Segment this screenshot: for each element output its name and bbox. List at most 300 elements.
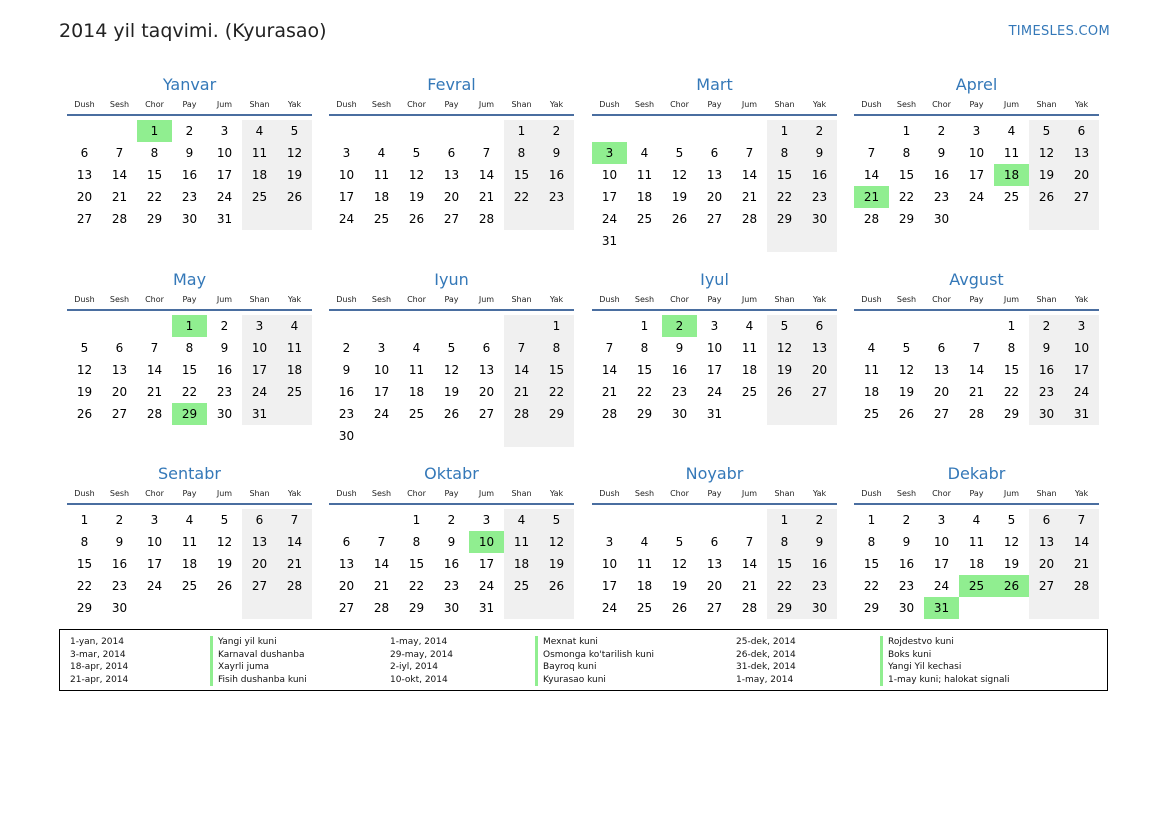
day-cell: 3 xyxy=(242,315,277,337)
day-cell: 6 xyxy=(447,146,456,160)
day-cell: 5 xyxy=(277,120,312,142)
day-cell: 3 xyxy=(377,341,386,355)
day-cell: 24 xyxy=(601,601,618,615)
day-cell: 22 xyxy=(408,579,425,593)
day-cell: 6 xyxy=(710,535,719,549)
legend-date: 2-iyl, 2014 xyxy=(390,662,438,672)
day-cell: 16 xyxy=(933,168,950,182)
day-cell: 8 xyxy=(1007,341,1016,355)
day-cell: 17 xyxy=(373,385,390,399)
weekday-label: Chor xyxy=(932,489,951,498)
day-cell: 24 xyxy=(146,579,163,593)
day-empty xyxy=(732,403,767,425)
day-cell: 26 xyxy=(76,407,93,421)
weekday-label: Shan xyxy=(1036,100,1057,109)
day-cell: 13 xyxy=(443,168,460,182)
day-cell: 3 xyxy=(482,513,491,527)
legend-holiday-name: Bayroq kuni xyxy=(535,661,654,674)
day-empty xyxy=(102,120,137,142)
weekday-label: Pay xyxy=(707,295,722,304)
weekday-label: Chor xyxy=(407,100,426,109)
day-cell: 5 xyxy=(412,146,421,160)
day-cell: 10 xyxy=(146,535,163,549)
day-cell: 2 xyxy=(447,513,456,527)
weekday-label: Chor xyxy=(670,100,689,109)
day-cell: 18 xyxy=(968,557,985,571)
day-empty xyxy=(399,120,434,142)
holiday-day-cell: 21 xyxy=(854,186,889,208)
legend-date: 10-okt, 2014 xyxy=(390,674,448,685)
day-cell: 15 xyxy=(181,363,198,377)
day-cell: 16 xyxy=(111,557,128,571)
day-cell: 16 xyxy=(443,557,460,571)
day-cell: 11 xyxy=(1003,146,1020,160)
day-cell: 31 xyxy=(478,601,495,615)
weekday-label: Dush xyxy=(599,295,620,304)
weekday-label: Dush xyxy=(74,489,95,498)
day-empty xyxy=(994,208,1029,230)
month-name: Noyabr xyxy=(685,464,744,483)
day-cell: 30 xyxy=(338,429,355,443)
weekday-header xyxy=(67,291,312,311)
day-empty xyxy=(732,509,767,531)
day-empty xyxy=(1064,208,1099,230)
day-cell: 27 xyxy=(802,381,837,403)
day-cell: 30 xyxy=(443,601,460,615)
day-empty xyxy=(854,315,889,337)
day-cell: 14 xyxy=(111,168,128,182)
day-cell: 8 xyxy=(80,535,89,549)
day-cell: 16 xyxy=(898,557,915,571)
day-cell: 15 xyxy=(863,557,880,571)
day-cell: 6 xyxy=(80,146,89,160)
weekday-label: Yak xyxy=(549,295,564,304)
day-cell: 17 xyxy=(1064,359,1099,381)
day-grid xyxy=(329,120,574,230)
day-cell: 23 xyxy=(216,385,233,399)
day-cell: 9 xyxy=(342,363,351,377)
day-cell: 24 xyxy=(373,407,390,421)
month-aprel xyxy=(854,74,1099,230)
day-cell: 24 xyxy=(242,381,277,403)
legend-dates-column xyxy=(390,636,453,686)
day-cell: 4 xyxy=(277,315,312,337)
month-name: May xyxy=(172,270,207,289)
day-cell: 28 xyxy=(111,212,128,226)
weekday-label: Pay xyxy=(969,100,984,109)
day-empty xyxy=(662,120,697,142)
day-cell: 11 xyxy=(181,535,198,549)
day-cell: 21 xyxy=(478,190,495,204)
day-cell: 19 xyxy=(898,385,915,399)
day-cell: 19 xyxy=(408,190,425,204)
day-empty xyxy=(364,315,399,337)
day-cell: 30 xyxy=(933,212,950,226)
day-empty xyxy=(697,120,732,142)
day-cell: 11 xyxy=(242,142,277,164)
day-cell: 13 xyxy=(76,168,93,182)
day-cell: 10 xyxy=(601,168,618,182)
day-cell: 14 xyxy=(478,168,495,182)
day-cell: 31 xyxy=(1064,403,1099,425)
day-cell: 29 xyxy=(76,601,93,615)
day-grid xyxy=(854,509,1099,619)
day-cell: 17 xyxy=(706,363,723,377)
day-grid xyxy=(329,315,574,447)
day-cell: 17 xyxy=(242,359,277,381)
holiday-day-cell: 10 xyxy=(469,531,504,553)
day-cell: 16 xyxy=(181,168,198,182)
day-cell: 27 xyxy=(478,407,495,421)
legend-holiday-name: Yangi yil kuni xyxy=(210,636,307,649)
day-empty xyxy=(732,230,767,252)
day-grid xyxy=(592,509,837,619)
day-cell: 29 xyxy=(539,403,574,425)
day-empty xyxy=(924,315,959,337)
day-cell: 23 xyxy=(802,186,837,208)
weekday-label: Jum xyxy=(216,100,233,109)
holiday-day-cell: 2 xyxy=(662,315,697,337)
weekday-label: Pay xyxy=(707,100,722,109)
day-cell: 29 xyxy=(146,212,163,226)
day-cell: 18 xyxy=(636,190,653,204)
month-mart xyxy=(592,74,837,252)
day-grid xyxy=(67,120,312,230)
day-cell: 7 xyxy=(482,146,491,160)
weekday-label: Dush xyxy=(861,489,882,498)
day-cell: 7 xyxy=(377,535,386,549)
day-cell: 9 xyxy=(802,142,837,164)
day-cell: 20 xyxy=(706,190,723,204)
weekday-label: Chor xyxy=(407,295,426,304)
day-cell: 21 xyxy=(111,190,128,204)
holiday-day-cell: 1 xyxy=(137,120,172,142)
day-cell: 23 xyxy=(443,579,460,593)
day-cell: 24 xyxy=(601,212,618,226)
day-cell: 23 xyxy=(111,579,128,593)
day-cell: 4 xyxy=(867,341,876,355)
day-cell: 22 xyxy=(1003,385,1020,399)
weekday-label: Sesh xyxy=(371,100,392,109)
day-cell: 28 xyxy=(478,212,495,226)
legend-date: 21-apr, 2014 xyxy=(70,674,129,685)
day-grid xyxy=(67,315,312,425)
day-cell: 5 xyxy=(675,535,684,549)
day-cell: 17 xyxy=(968,168,985,182)
day-cell: 12 xyxy=(898,363,915,377)
legend-date: 25-dek, 2014 xyxy=(736,637,796,647)
day-cell: 20 xyxy=(933,385,950,399)
day-cell: 27 xyxy=(706,601,723,615)
day-cell: 26 xyxy=(408,212,425,226)
weekday-label: Sesh xyxy=(634,489,655,498)
day-empty xyxy=(539,597,574,619)
day-cell: 4 xyxy=(640,535,649,549)
day-cell: 26 xyxy=(671,601,688,615)
day-cell: 14 xyxy=(504,359,539,381)
day-cell: 13 xyxy=(478,363,495,377)
day-cell: 20 xyxy=(443,190,460,204)
weekday-label: Sesh xyxy=(896,489,917,498)
day-cell: 17 xyxy=(338,190,355,204)
weekday-label: Shan xyxy=(1036,295,1057,304)
day-cell: 28 xyxy=(741,601,758,615)
day-empty xyxy=(504,425,539,447)
day-cell: 12 xyxy=(1029,142,1064,164)
day-cell: 26 xyxy=(443,407,460,421)
weekday-label: Sesh xyxy=(109,295,130,304)
legend-names-column xyxy=(210,636,307,686)
day-cell: 28 xyxy=(968,407,985,421)
day-cell: 10 xyxy=(338,168,355,182)
legend-date: 26-dek, 2014 xyxy=(736,649,796,660)
day-cell: 10 xyxy=(601,557,618,571)
weekday-label: Shan xyxy=(249,295,270,304)
day-cell: 3 xyxy=(220,124,229,138)
day-cell: 1 xyxy=(867,513,876,527)
day-empty xyxy=(329,120,364,142)
day-cell: 8 xyxy=(902,146,911,160)
weekday-label: Dush xyxy=(336,100,357,109)
weekday-label: Chor xyxy=(145,295,164,304)
weekday-label: Sesh xyxy=(634,295,655,304)
day-empty xyxy=(137,315,172,337)
legend-holiday-name: Xayrli juma xyxy=(210,661,307,674)
weekday-label: Jum xyxy=(216,489,233,498)
month-name: Aprel xyxy=(955,75,998,94)
day-empty xyxy=(172,597,207,619)
day-cell: 3 xyxy=(972,124,981,138)
weekday-label: Shan xyxy=(1036,489,1057,498)
legend-names-column xyxy=(880,636,1010,686)
legend-holiday-name: Yangi Yil kechasi xyxy=(880,661,1010,674)
day-cell: 19 xyxy=(76,385,93,399)
weekday-header xyxy=(854,96,1099,116)
day-cell: 31 xyxy=(706,407,723,421)
day-cell: 20 xyxy=(478,385,495,399)
day-cell: 29 xyxy=(863,601,880,615)
day-cell: 11 xyxy=(277,337,312,359)
day-empty xyxy=(67,315,102,337)
day-cell: 4 xyxy=(640,146,649,160)
day-cell: 3 xyxy=(937,513,946,527)
day-cell: 4 xyxy=(412,341,421,355)
day-cell: 7 xyxy=(150,341,159,355)
day-cell: 15 xyxy=(636,363,653,377)
day-cell: 21 xyxy=(601,385,618,399)
brand-link[interactable]: TIMESLES.COM xyxy=(1008,24,1110,39)
holiday-day-cell: 25 xyxy=(959,575,994,597)
day-grid xyxy=(592,120,837,252)
day-cell: 7 xyxy=(277,509,312,531)
day-cell: 19 xyxy=(539,553,574,575)
day-cell: 10 xyxy=(373,363,390,377)
legend-holiday-name: Rojdestvo kuni xyxy=(880,636,1010,649)
day-empty xyxy=(592,120,627,142)
month-dekabr xyxy=(854,463,1099,619)
weekday-label: Pay xyxy=(182,295,197,304)
day-cell: 2 xyxy=(802,120,837,142)
day-cell: 23 xyxy=(671,385,688,399)
day-cell: 18 xyxy=(181,557,198,571)
day-cell: 18 xyxy=(741,363,758,377)
weekday-label: Shan xyxy=(511,100,532,109)
calendar-grid xyxy=(67,74,1103,624)
day-cell: 30 xyxy=(898,601,915,615)
day-cell: 6 xyxy=(242,509,277,531)
day-cell: 5 xyxy=(1029,120,1064,142)
weekday-label: Chor xyxy=(670,295,689,304)
legend-date: 31-dek, 2014 xyxy=(736,662,796,672)
day-cell: 20 xyxy=(76,190,93,204)
day-cell: 28 xyxy=(146,407,163,421)
day-cell: 14 xyxy=(373,557,390,571)
weekday-label: Pay xyxy=(969,295,984,304)
day-cell: 11 xyxy=(636,557,653,571)
day-cell: 26 xyxy=(277,186,312,208)
day-cell: 18 xyxy=(242,164,277,186)
legend-holiday-name: Mexnat kuni xyxy=(535,636,654,649)
month-iyul xyxy=(592,269,837,425)
month-yanvar xyxy=(67,74,312,230)
day-cell: 14 xyxy=(277,531,312,553)
weekday-header xyxy=(854,291,1099,311)
day-empty xyxy=(277,208,312,230)
day-cell: 17 xyxy=(601,190,618,204)
day-cell: 14 xyxy=(601,363,618,377)
holiday-day-cell: 3 xyxy=(592,142,627,164)
day-empty xyxy=(627,230,662,252)
day-cell: 18 xyxy=(504,553,539,575)
weekday-label: Jum xyxy=(1003,489,1020,498)
weekday-label: Shan xyxy=(774,100,795,109)
day-cell: 9 xyxy=(1029,337,1064,359)
day-cell: 10 xyxy=(1064,337,1099,359)
month-iyun xyxy=(329,269,574,447)
weekday-label: Sesh xyxy=(634,100,655,109)
day-cell: 11 xyxy=(373,168,390,182)
day-cell: 14 xyxy=(863,168,880,182)
legend-holiday-name: Karnaval dushanba xyxy=(210,649,307,662)
weekday-header xyxy=(592,96,837,116)
day-cell: 9 xyxy=(115,535,124,549)
day-cell: 21 xyxy=(1064,553,1099,575)
day-empty xyxy=(539,425,574,447)
month-avgust xyxy=(854,269,1099,425)
holiday-day-cell: 29 xyxy=(172,403,207,425)
day-cell: 24 xyxy=(478,579,495,593)
day-cell: 12 xyxy=(277,142,312,164)
weekday-label: Dush xyxy=(74,100,95,109)
day-cell: 27 xyxy=(706,212,723,226)
month-name: Oktabr xyxy=(424,464,479,483)
day-cell: 21 xyxy=(146,385,163,399)
day-empty xyxy=(959,597,994,619)
month-name: Mart xyxy=(696,75,733,94)
weekday-header xyxy=(67,96,312,116)
day-empty xyxy=(102,315,137,337)
day-cell: 6 xyxy=(482,341,491,355)
day-cell: 19 xyxy=(671,579,688,593)
day-cell: 12 xyxy=(408,168,425,182)
day-cell: 25 xyxy=(1003,190,1020,204)
day-cell: 23 xyxy=(181,190,198,204)
legend-holiday-name: Fisih dushanba kuni xyxy=(210,674,307,687)
day-cell: 15 xyxy=(539,359,574,381)
day-cell: 3 xyxy=(342,146,351,160)
day-cell: 4 xyxy=(242,120,277,142)
day-cell: 7 xyxy=(972,341,981,355)
day-empty xyxy=(504,597,539,619)
day-cell: 10 xyxy=(216,146,233,160)
day-cell: 18 xyxy=(277,359,312,381)
weekday-label: Shan xyxy=(774,295,795,304)
day-cell: 21 xyxy=(968,385,985,399)
day-cell: 6 xyxy=(1064,120,1099,142)
day-empty xyxy=(277,403,312,425)
day-cell: 6 xyxy=(115,341,124,355)
day-empty xyxy=(854,120,889,142)
day-cell: 21 xyxy=(373,579,390,593)
day-cell: 1 xyxy=(412,513,421,527)
day-cell: 28 xyxy=(277,575,312,597)
day-cell: 4 xyxy=(504,509,539,531)
weekday-label: Yak xyxy=(1074,100,1089,109)
day-cell: 13 xyxy=(1064,142,1099,164)
day-cell: 25 xyxy=(863,407,880,421)
day-empty xyxy=(592,509,627,531)
legend-date: 1-may, 2014 xyxy=(390,637,448,647)
day-cell: 8 xyxy=(150,146,159,160)
day-cell: 11 xyxy=(863,363,880,377)
weekday-label: Jum xyxy=(741,295,758,304)
day-empty xyxy=(207,597,242,619)
day-cell: 22 xyxy=(76,579,93,593)
day-cell: 22 xyxy=(636,385,653,399)
month-noyabr xyxy=(592,463,837,619)
day-cell: 5 xyxy=(80,341,89,355)
day-cell: 2 xyxy=(115,513,124,527)
day-cell: 13 xyxy=(706,557,723,571)
day-cell: 9 xyxy=(902,535,911,549)
weekday-label: Shan xyxy=(249,100,270,109)
weekday-label: Sesh xyxy=(371,295,392,304)
day-cell: 17 xyxy=(216,168,233,182)
day-cell: 11 xyxy=(636,168,653,182)
month-fevral xyxy=(329,74,574,230)
day-cell: 5 xyxy=(220,513,229,527)
day-cell: 25 xyxy=(504,575,539,597)
day-cell: 4 xyxy=(745,319,754,333)
day-cell: 17 xyxy=(933,557,950,571)
day-cell: 14 xyxy=(968,363,985,377)
day-empty xyxy=(627,120,662,142)
day-cell: 9 xyxy=(447,535,456,549)
day-cell: 29 xyxy=(1003,407,1020,421)
weekday-label: Pay xyxy=(444,295,459,304)
day-cell: 15 xyxy=(146,168,163,182)
weekday-label: Chor xyxy=(145,100,164,109)
day-cell: 26 xyxy=(898,407,915,421)
day-cell: 15 xyxy=(408,557,425,571)
weekday-label: Jum xyxy=(741,489,758,498)
day-cell: 12 xyxy=(216,535,233,549)
day-cell: 24 xyxy=(1064,381,1099,403)
day-cell: 31 xyxy=(601,234,618,248)
day-cell: 30 xyxy=(802,597,837,619)
weekday-label: Chor xyxy=(407,489,426,498)
day-empty xyxy=(539,208,574,230)
